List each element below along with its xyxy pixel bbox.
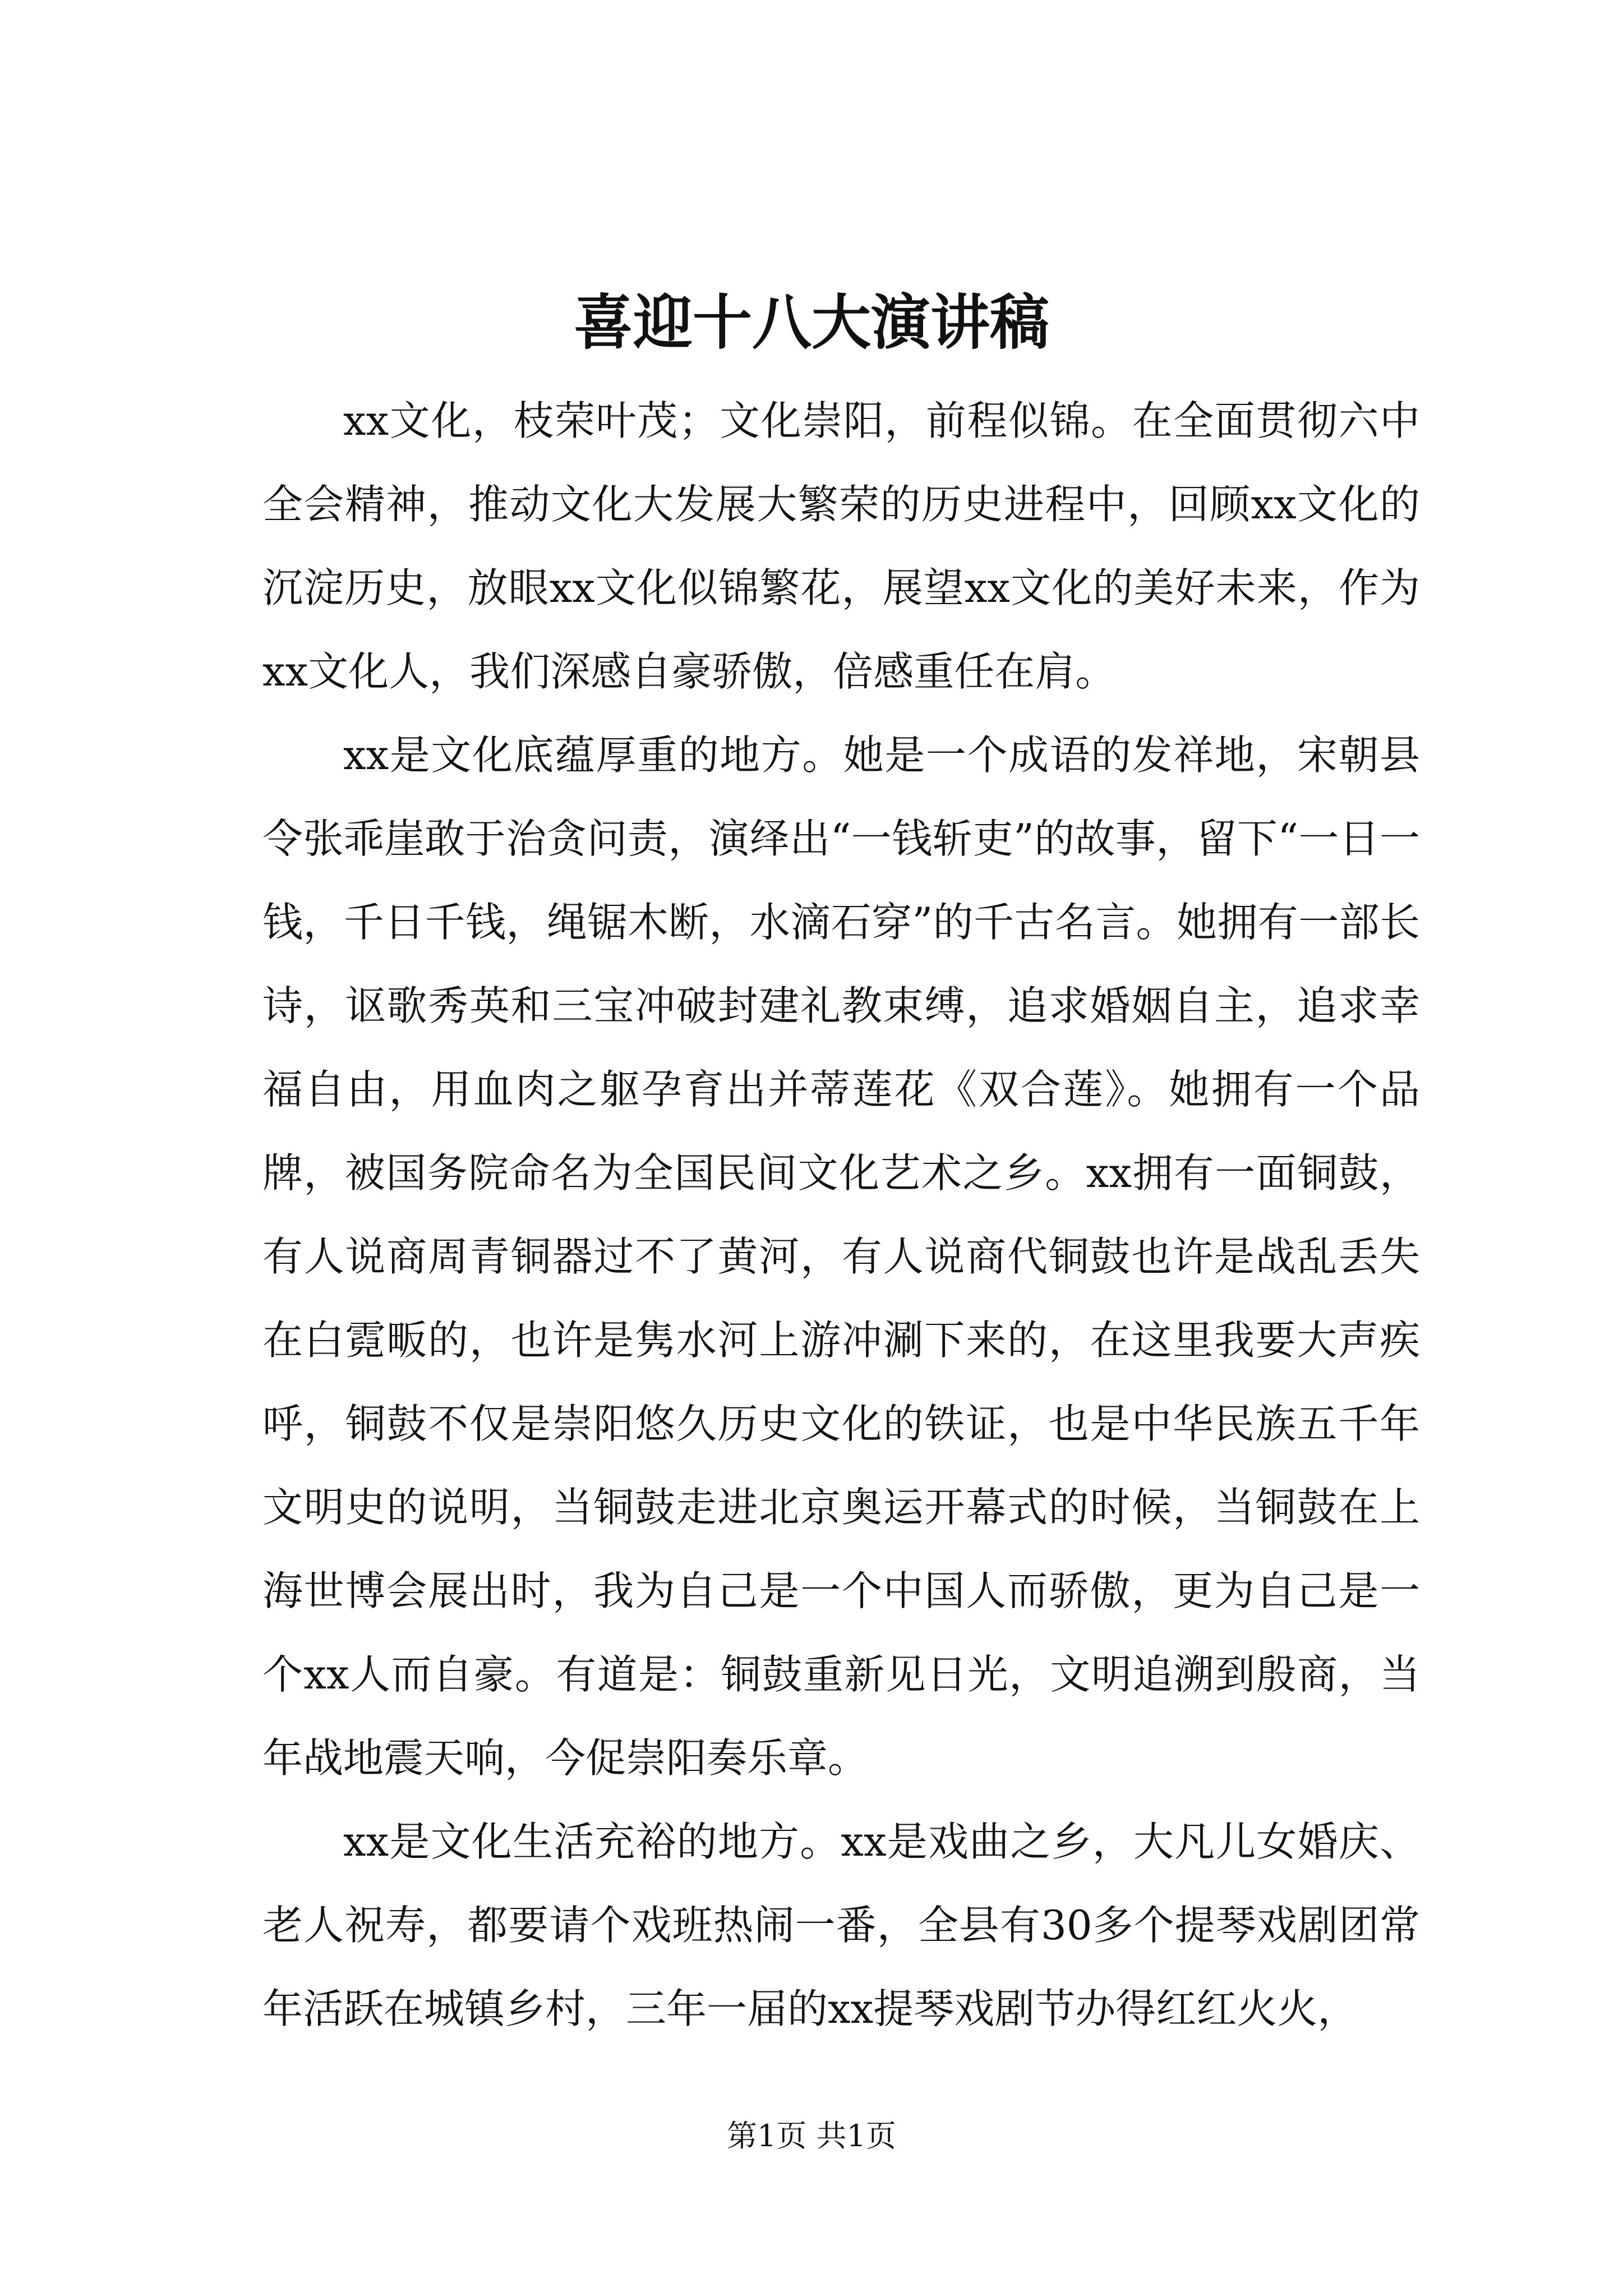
document-title: 喜迎十八大演讲稿 [574, 287, 1049, 357]
paragraph: xx是文化底蕴厚重的地方。她是一个成语的发祥地，宋朝县令张乖崖敢于治贪问责，演绎出“一钱斩吏”的故事，留下“一日一钱，千日千钱，绳锯木断，水滴石穿”的千古名言。她拥有一部长诗，讴歌秀英和三宝冲破封建礼教束缚，追求婚姻自主，追求幸福自由，用血肉之躯孕育出并蒂莲花《双合莲》。她拥有一个品牌，被国务院命名为全国民间文化艺术之乡。xx拥有一面铜鼓，有人说商周青铜器过不了黄河，有人说商代铜鼓也许是战乱丢失在白霓畈的，也许是隽水河上游冲涮下来的，在这里我要大声疾呼，铜鼓不仅是崇阳悠久历史文化的铁证，也是中华民族五千年文明史的说明，当铜鼓走进北京奥运开幕式的时候，当铜鼓在上海世博会展出时，我为自己是一个中国人而骄傲，更为自己是一个xx人而自豪。有道是：铜鼓重新见日光，文明追溯到殷商，当年战地震天响，今促崇阳奏乐章。 [262, 731, 1420, 1782]
document-body [262, 379, 1420, 2051]
paragraph: xx是文化生活充裕的地方。xx是戏曲之乡，大凡儿女婚庆、老人祝寿，都要请个戏班热闹一番，全县有30多个提琴戏剧团常年活跃在城镇乡村，三年一届的xx提琴戏剧节办得红红火火， [262, 1818, 1420, 2032]
page-footer: 第1页 共1页 [727, 2118, 896, 2154]
paragraph: xx文化，枝荣叶茂；文化崇阳，前程似锦。在全面贯彻六中全会精神，推动文化大发展大繁荣的历史进程中，回顾xx文化的沉淀历史，放眼xx文化似锦繁花，展望xx文化的美好未来，作为xx文化人，我们深感自豪骄傲，倍感重任在肩。 [262, 397, 1420, 695]
